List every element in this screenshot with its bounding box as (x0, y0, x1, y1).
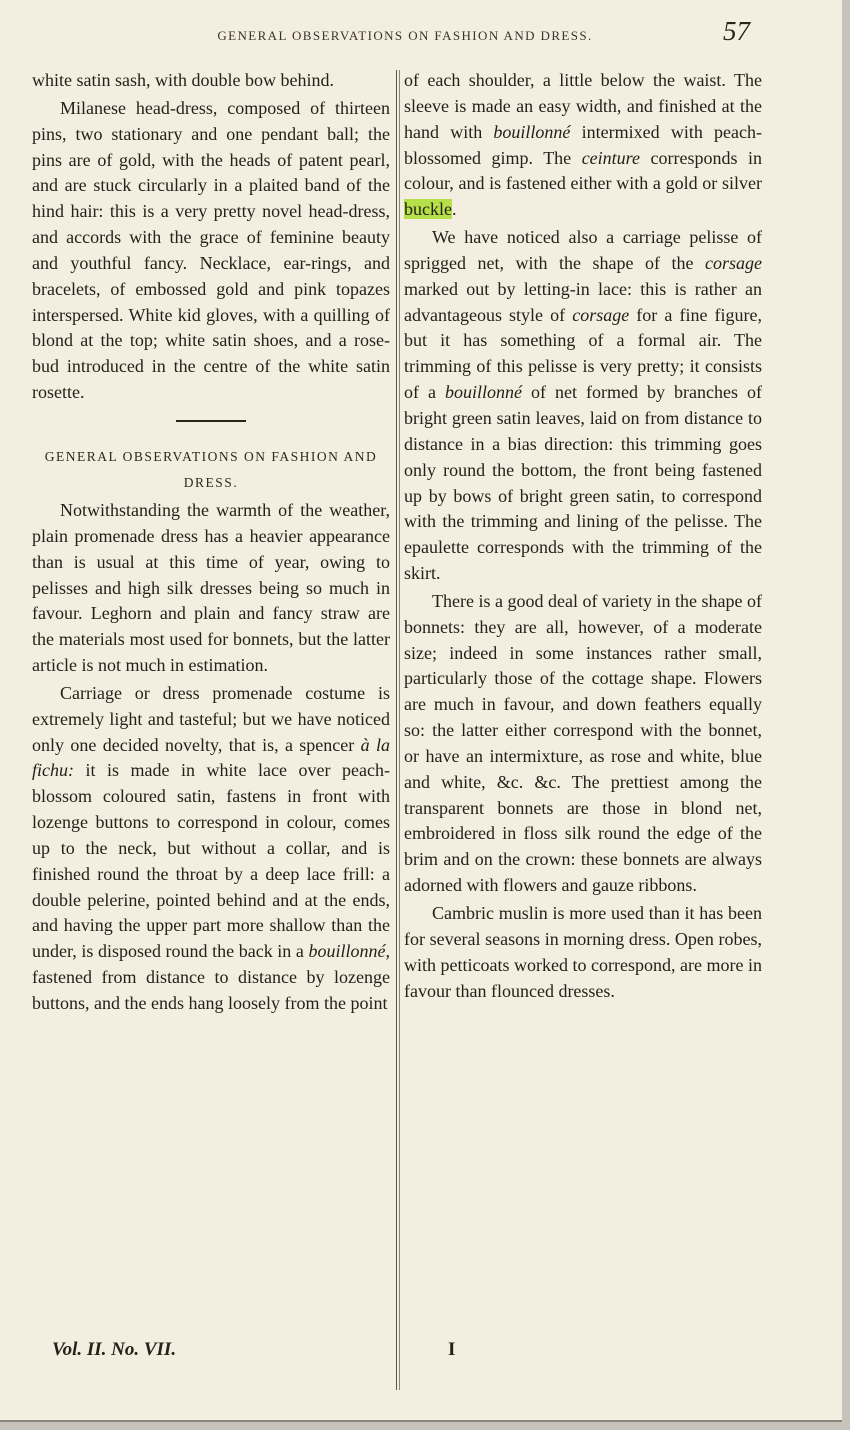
page-number: 57 (723, 16, 750, 46)
text-run: it is made in white lace over peach-blossom coloured satin, fastens in front with lozenge buttons to correspond in colour, comes up to the neck, but without a collar, and is finished round the throat by a deep lace frill: a double pelerine, pointed behind and at the ends, and having the upper part more shallow than the under, is disposed round the back in a (32, 760, 390, 962)
right-column (404, 68, 762, 1004)
signature-mark: Vol. II. No. VII. (52, 1339, 177, 1360)
text-run: corresponds in colour, and is fastened either with a gold or silver (404, 147, 762, 194)
italic-term: ceinture (581, 147, 640, 168)
left-column (32, 68, 390, 1017)
paragraph: Notwithstanding the warmth of the weather, plain promenade dress has a heavier appearance than is usual at this time of year, owing to pelisses and high silk dresses being so much in favour. Leghorn and plain and fancy straw are the materials most used for bonnets, but the latter article is not much in estimation. (32, 499, 390, 676)
paragraph: Milanese head-dress, composed of thirteen pins, two stationary and one pendant ball; the pins are of gold, with the heads of patent pearl, and are stuck circularly in a plaited band of the hind hair: this is a very pretty novel head-dress, and accords with the grace of feminine beauty and youthful fancy. Necklace, ear-rings, and bracelets, of embossed gold and pink topazes interspersed. White kid gloves, with a quilling of blond at the top; white satin shoes, and a rose-bud introduced in the centre of the white satin rosette. (32, 97, 390, 403)
text-run: of each shoulder, a little below the waist. The sleeve is made an easy width, and finished at the hand with (404, 70, 762, 142)
italic-term: bouillonné (445, 382, 523, 403)
text-run: We have noticed also a carriage pelisse of sprigged net, with the shape of the (404, 227, 762, 273)
section-heading: GENERAL OBSERVATIONS ON FASHION AND DRESS. (44, 448, 378, 490)
running-header: GENERAL OBSERVATIONS ON FASHION AND DRESS. (217, 28, 593, 43)
italic-term: corsage (705, 252, 762, 273)
italic-term: à la fichu: (32, 734, 390, 781)
paragraph (404, 68, 762, 223)
italic-term: bouillonné, (308, 941, 390, 962)
text-run: Carriage or dress promenade costume is extremely light and tasteful; but we have noticed only one decided novelty, that is, a spencer (32, 682, 390, 755)
text-run: of net formed by branches of bright green satin leaves, laid on from distance to distance in a bias direction: this trimming goes only round the bottom, the front being fastened up by bows of bright green satin, to correspond with the trimming and lining of the pelisse. The epaulette corresponds with the trimming of the skirt. (404, 382, 762, 584)
paragraph: There is a good deal of variety in the shape of bonnets: they are all, however, of a moderate size; indeed in some instances rather small, particularly those of the cottage shape. Flowers are much in favour, and down feathers equally so: the latter either correspond with the bonnet, or have an intermixture, as rose and white, blue and white, &c. &c. The prettiest among the transparent bonnets are those in blond net, embroidered in floss silk round the edge of the brim and on the crown: these bonnets are always adorned with flowers and gauze ribbons. (404, 590, 762, 896)
paragraph (32, 681, 390, 1017)
italic-term: bouillonné (493, 121, 571, 142)
paragraph: Cambric muslin is more used than it has been for several seasons in morning dress. Open robes, with petticoats worked to correspond, are more in favour than flounced dresses. (404, 903, 762, 1001)
text-run: fastened from distance to distance by lozenge buttons, and the ends hang loosely from the point (32, 967, 390, 1013)
gathering-mark: I (448, 1339, 456, 1360)
text-run: intermixed with peach-blossomed gimp. The (404, 121, 762, 168)
scan-margin-bottom (0, 1422, 850, 1430)
scan-margin-right (842, 0, 850, 1430)
paragraph: white satin sash, with double bow behind. (32, 70, 334, 90)
italic-term: corsage (572, 304, 630, 325)
column-rule (399, 70, 400, 1390)
column-rule (396, 70, 397, 1390)
text-run: for a fine figure, but it has something of a formal air. The trimming of this pelisse is very pretty; it consists of a (404, 304, 762, 403)
highlighted-word[interactable]: buckle (404, 199, 452, 220)
text-run: . (451, 199, 457, 220)
text-run: marked out by letting-in lace: this is rather an advantageous style of (404, 278, 762, 325)
section-divider (176, 420, 246, 422)
paragraph (404, 225, 762, 587)
